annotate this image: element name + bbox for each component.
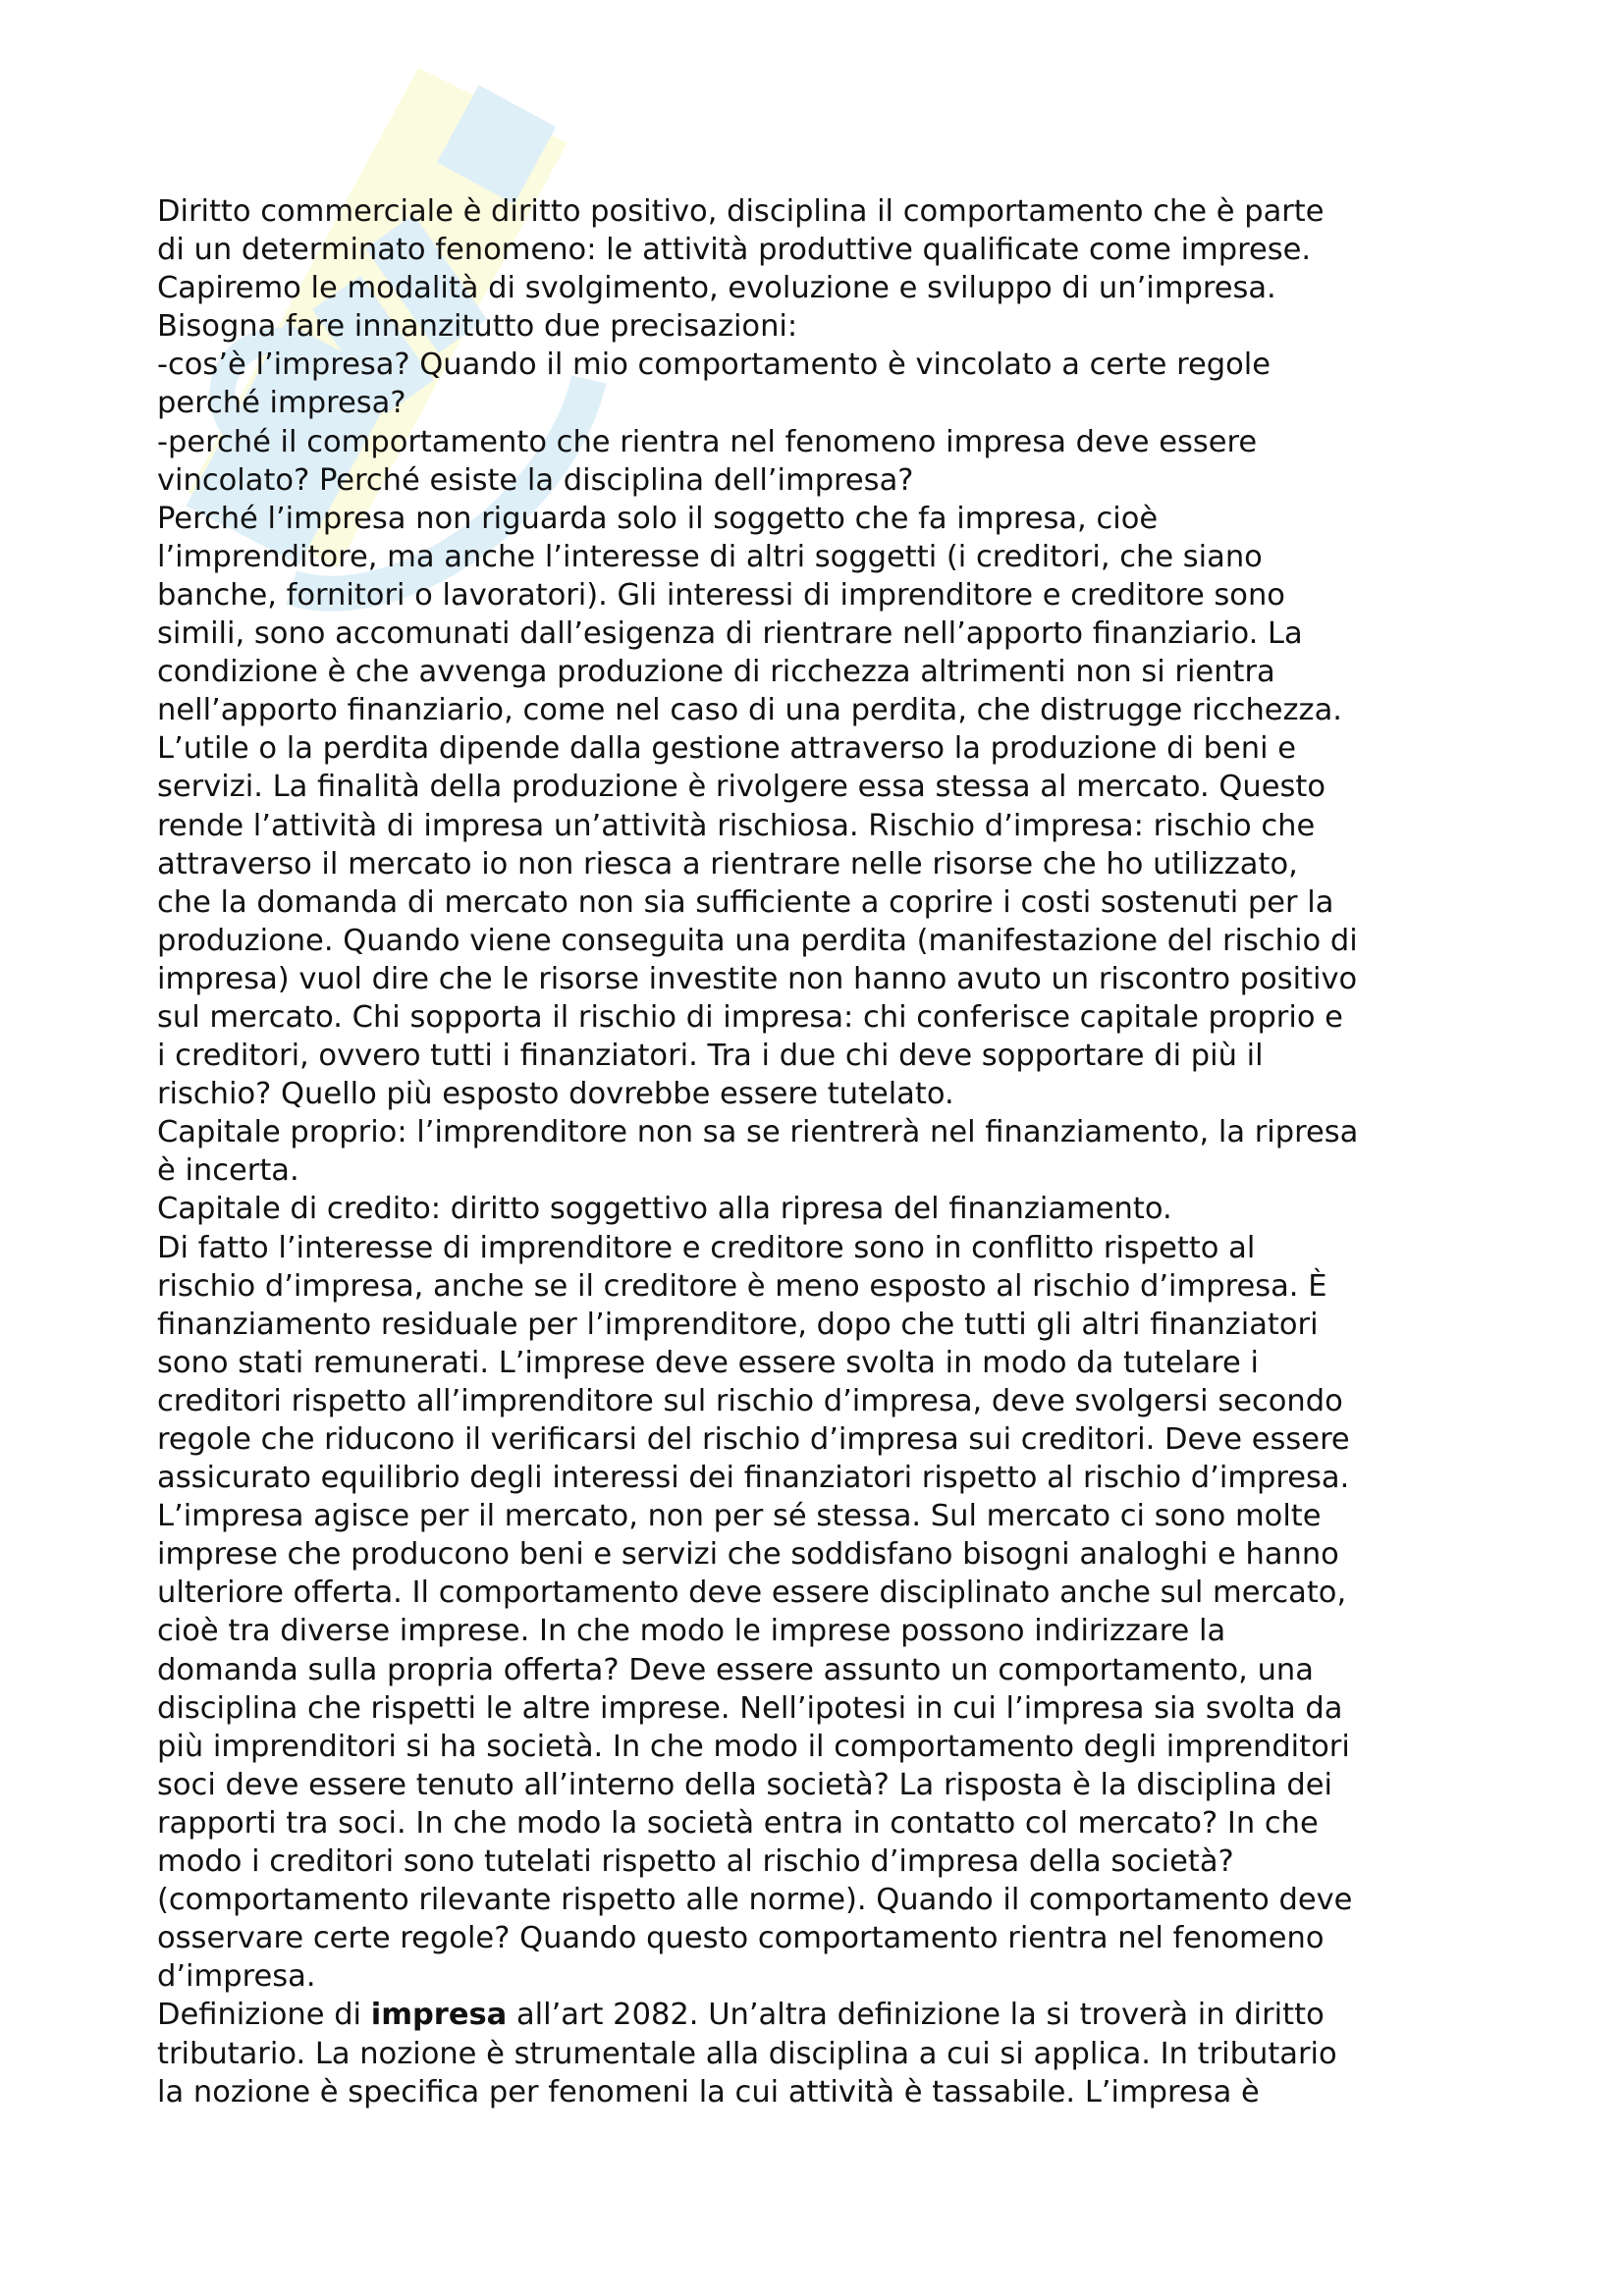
text-line: vincolato? Perché esiste la disciplina dell’impresa? (157, 462, 914, 498)
text-line: -cos’è l’impresa? Quando il mio comportamento è vincolato a certe regole (157, 347, 1271, 383)
document-body (157, 192, 1492, 2111)
text-line: ulteriore offerta. Il comportamento deve essere disciplinato anche sul mercato, (157, 1575, 1347, 1611)
text-line: l’imprenditore, ma anche l’interesse di altri soggetti (i creditori, che siano (157, 539, 1263, 574)
text-line: impresa) vuol dire che le risorse investite non hanno avuto un riscontro positivo (157, 961, 1358, 996)
text-line: di un determinato fenomeno: le attività produttive qualificate come imprese. (157, 233, 1312, 268)
text-line: Diritto commerciale è diritto positivo, disciplina il comportamento che è parte (157, 194, 1325, 229)
text-line: nell’apporto finanziario, come nel caso di una perdita, che distrugge ricchezza. (157, 693, 1342, 728)
text-line: che la domanda di mercato non sia sufficiente a coprire i costi sostenuti per la (157, 884, 1334, 920)
text-segment: all’art 2082. Un’altra definizione la si troverà in diritto (507, 1998, 1325, 2033)
text-line: creditori rispetto all’imprenditore sul rischio d’impresa, deve svolgersi secondo (157, 1383, 1343, 1418)
text-line: Capiremo le modalità di svolgimento, evoluzione e sviluppo di un’impresa. (157, 271, 1276, 306)
text-line: imprese che producono beni e servizi che soddisfano bisogni analoghi e hanno (157, 1537, 1339, 1573)
text-line: i creditori, ovvero tutti i finanziatori. Tra i due chi deve sopportare di più il (157, 1039, 1264, 1074)
text-line: rende l’attività di impresa un’attività rischiosa. Rischio d’impresa: rischio che (157, 808, 1316, 843)
text-line: cioè tra diverse imprese. In che modo le imprese possono indirizzare la (157, 1614, 1226, 1649)
text-line: produzione. Quando viene conseguita una perdita (manifestazione del rischio di (157, 923, 1358, 958)
text-line: servizi. La finalità della produzione è rivolgere essa stessa al mercato. Questo (157, 770, 1326, 805)
text-line: osservare certe regole? Quando questo comportamento rientra nel fenomeno (157, 1921, 1325, 1956)
bold-term: impresa (370, 1998, 508, 2033)
text-line: disciplina che rispetti le altre imprese. Nell’ipotesi in cui l’impresa sia svolta da (157, 1690, 1343, 1726)
text-line: regole che riducono il verificarsi del rischio d’impresa sui creditori. Deve essere (157, 1422, 1350, 1457)
text-line: attraverso il mercato io non riesca a rientrare nelle risorse che ho utilizzato, (157, 846, 1298, 881)
text-line: assicurato equilibrio degli interessi dei finanziatori rispetto al rischio d’impresa. (157, 1461, 1350, 1496)
text-line: Capitale proprio: l’imprenditore non sa se rientrerà nel finanziamento, la ripresa (157, 1115, 1359, 1150)
text-line: più imprenditori si ha società. In che modo il comportamento degli imprenditori (157, 1729, 1350, 1764)
text-line: modo i creditori sono tutelati rispetto al rischio d’impresa della società? (157, 1844, 1234, 1880)
text-line: rischio d’impresa, anche se il creditore è meno esposto al rischio d’impresa. È (157, 1268, 1327, 1304)
text-line: rischio? Quello più esposto dovrebbe essere tutelato. (157, 1077, 954, 1112)
text-line: -perché il comportamento che rientra nel fenomeno impresa deve essere (157, 424, 1258, 459)
text-line: (comportamento rilevante rispetto alle norme). Quando il comportamento deve (157, 1883, 1353, 1918)
text-line: Capitale di credito: diritto soggettivo alla ripresa del finanziamento. (157, 1192, 1172, 1227)
text-segment: Definizione di (157, 1998, 371, 2033)
text-line: soci deve essere tenuto all’interno della società? La risposta è la disciplina dei (157, 1767, 1333, 1802)
text-line: d’impresa. (157, 1959, 316, 1995)
text-line: la nozione è specifica per fenomeni la cui attività è tassabile. L’impresa è (157, 2074, 1260, 2109)
text-line: Bisogna fare innanzitutto due precisazioni: (157, 309, 798, 345)
text-line: condizione è che avvenga produzione di ricchezza altrimenti non si rientra (157, 655, 1275, 690)
text-line: rapporti tra soci. In che modo la società entra in contatto col mercato? In che (157, 1805, 1319, 1841)
text-line: banche, fornitori o lavoratori). Gli interessi di imprenditore e creditore sono (157, 577, 1285, 613)
definition-line (157, 1996, 1492, 2034)
text-line: perché impresa? (157, 386, 406, 421)
text-line: simili, sono accomunati dall’esigenza di rientrare nell’apporto finanziario. La (157, 616, 1303, 652)
text-line: sul mercato. Chi sopporta il rischio di impresa: chi conferisce capitale proprio e (157, 999, 1343, 1035)
text-line: finanziamento residuale per l’imprenditore, dopo che tutti gli altri finanziatori (157, 1307, 1319, 1342)
text-line: Di fatto l’interesse di imprenditore e creditore sono in conflitto rispetto al (157, 1230, 1256, 1265)
text-line: è incerta. (157, 1153, 299, 1189)
text-line: sono stati remunerati. L’imprese deve essere svolta in modo da tutelare i (157, 1345, 1259, 1380)
text-line: tributario. La nozione è strumentale alla disciplina a cui si applica. In tributario (157, 2036, 1337, 2071)
text-line: domanda sulla propria offerta? Deve essere assunto un comportamento, una (157, 1652, 1314, 1687)
text-line: L’impresa agisce per il mercato, non per sé stessa. Sul mercato ci sono molte (157, 1499, 1322, 1534)
text-line: L’utile o la perdita dipende dalla gestione attraverso la produzione di beni e (157, 731, 1297, 767)
text-line: Perché l’impresa non riguarda solo il soggetto che fa impresa, cioè (157, 501, 1159, 536)
